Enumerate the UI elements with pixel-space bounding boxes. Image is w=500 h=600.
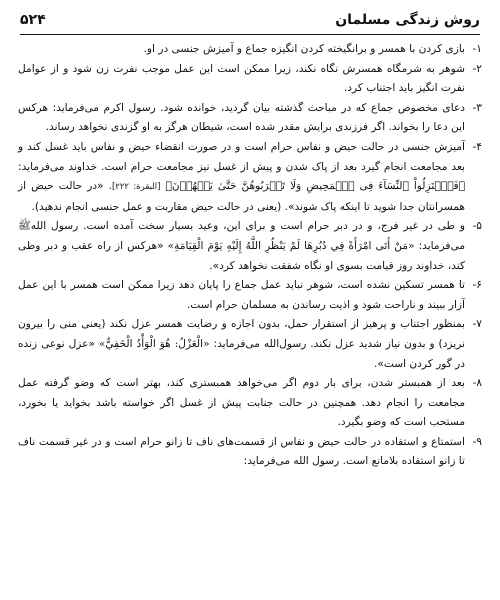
header-rule	[20, 34, 480, 35]
item-text-before: بمنظور اجتناب و پرهیز از استقرار حمل، بدون اجازه و رضایت همسر عزل نکند (یعنی منی را بیرون نریزد) و بدون نیاز شدید عزل نکند. رسول‌الله می‌فرماید:	[18, 318, 465, 350]
item-text-after: «هرکس از راه عقب و دبر وطی کند، خداوند روز قیامت بسوی او نگاه شفقت نخواهد کرد».	[18, 239, 465, 272]
item-text-before: و طی در غیر فرج، و در دبر حرام است و برای این، وعید بسیار سخت آمده است. رسول اللهﷺ می‌فرماید:	[18, 220, 465, 252]
item-text-before: آمیزش جنسی در حالت حیض و نفاس حرام است و در صورت انقضاء حیض و نفاس باید غسل کند و بعد مجامعت انجام گیرد بعد از پاک شدن و پیش از غسل نیز مجامعت حرام است. خداوند می‌فرماید:	[18, 140, 465, 173]
list-item	[18, 60, 482, 99]
book-title: روش زندگی مسلمان	[335, 12, 480, 28]
page-body	[18, 40, 482, 594]
list-item	[18, 433, 482, 472]
list-item	[18, 99, 482, 138]
item-text	[18, 315, 465, 374]
list-item	[18, 217, 482, 276]
item-number: ۹-	[472, 435, 482, 448]
item-text	[18, 138, 465, 217]
list-item	[18, 40, 482, 60]
item-number: ۵-	[472, 220, 482, 233]
item-text: شوهر به شرمگاه همسرش نگاه نکند، زیرا ممکن است این عمل موجب نفرت زن شود و از عوامل نفرت انگیز باید اجتناب کرد.	[18, 62, 465, 95]
item-text: استمتاع و استفاده در حالت حیض و نفاس از قسمت‌های ناف تا زانو حرام است و در غیر قسمت ناف تا زانو استفاده بلامانع است. رسول الله می‌فرماید:	[18, 435, 465, 468]
item-number: ۴-	[472, 140, 482, 153]
item-number: ۸-	[472, 377, 482, 390]
list-item	[18, 315, 482, 374]
quran-verse: ﴿فَٱعۡتَزِلُواْ ٱلنِّسَآءَ فِی ٱلۡمَحِیضِ وَلَا تَقۡرَبُوهُنَّ حَتَّىٰ یَطۡهُرۡنَ﴾	[165, 180, 466, 193]
item-text-after: «عزل نوعی زنده در گور کردن است».	[18, 337, 465, 370]
list-item	[18, 374, 482, 433]
page-number: ۵۲۴	[20, 12, 46, 28]
item-text: دعای مخصوص جماع که در مباحث گذشته بیان گردید، خوانده شود. رسول اکرم می‌فرماید: هرکس این دعا را بخواند. اگر فرزندی برایش مقدر شده است، شیطان هرگز به او گزندی نخواهد رساند.	[18, 101, 465, 134]
list-item	[18, 276, 482, 315]
item-number: ۶-	[472, 279, 482, 292]
item-number: ۲-	[472, 62, 482, 75]
hadith-quote: «مَنْ أَتَى امْرَأَةً فِي دُبُرِهَا لَمْ يَنْظُرِ اللَّهُ إِلَيْهِ يَوْمَ الْقِيَامَةِ»	[167, 239, 415, 252]
list-item	[18, 138, 482, 217]
item-number: ۷-	[472, 318, 482, 331]
item-text	[18, 217, 465, 276]
item-text-after: . «در حالت حیض از همسرانتان جدا شوید تا اینکه پاک شوند». (یعنی در حالت حیض مقاربت و عمل جنسی انجام ندهید).	[18, 180, 465, 213]
verse-reference: [البقرة: ۲۲۲]	[111, 182, 161, 193]
item-text: تا همسر تسکین نشده است، شوهر نباید عمل جماع را پایان دهد زیرا ممکن است همسر با این عمل آزار ببیند و ناراحت شود و اذیت رساندن به مسلمان حرام است.	[18, 279, 465, 311]
item-text: بازی کردن با همسر و برانگیخته کردن انگیزه جماع و آمیزش جنسی در او.	[143, 43, 465, 55]
hadith-quote: «الْعَزْلُ: هُوَ الْوَأْدُ الْخَفِيُّ»	[98, 337, 210, 350]
page-header	[20, 8, 480, 32]
item-number: ۱-	[472, 43, 482, 55]
item-number: ۳-	[472, 101, 482, 114]
item-text: بعد از همبستر شدن، برای بار دوم اگر می‌خواهد همبستری کند، بهتر است که وضو گرفته عمل مجامعت را انجام دهد. همچنین در حالت جنابت پیش از غسل اگر خواسته باشد بخواید یا بخورد، مستحب است که وضو بگیرد.	[18, 377, 465, 429]
